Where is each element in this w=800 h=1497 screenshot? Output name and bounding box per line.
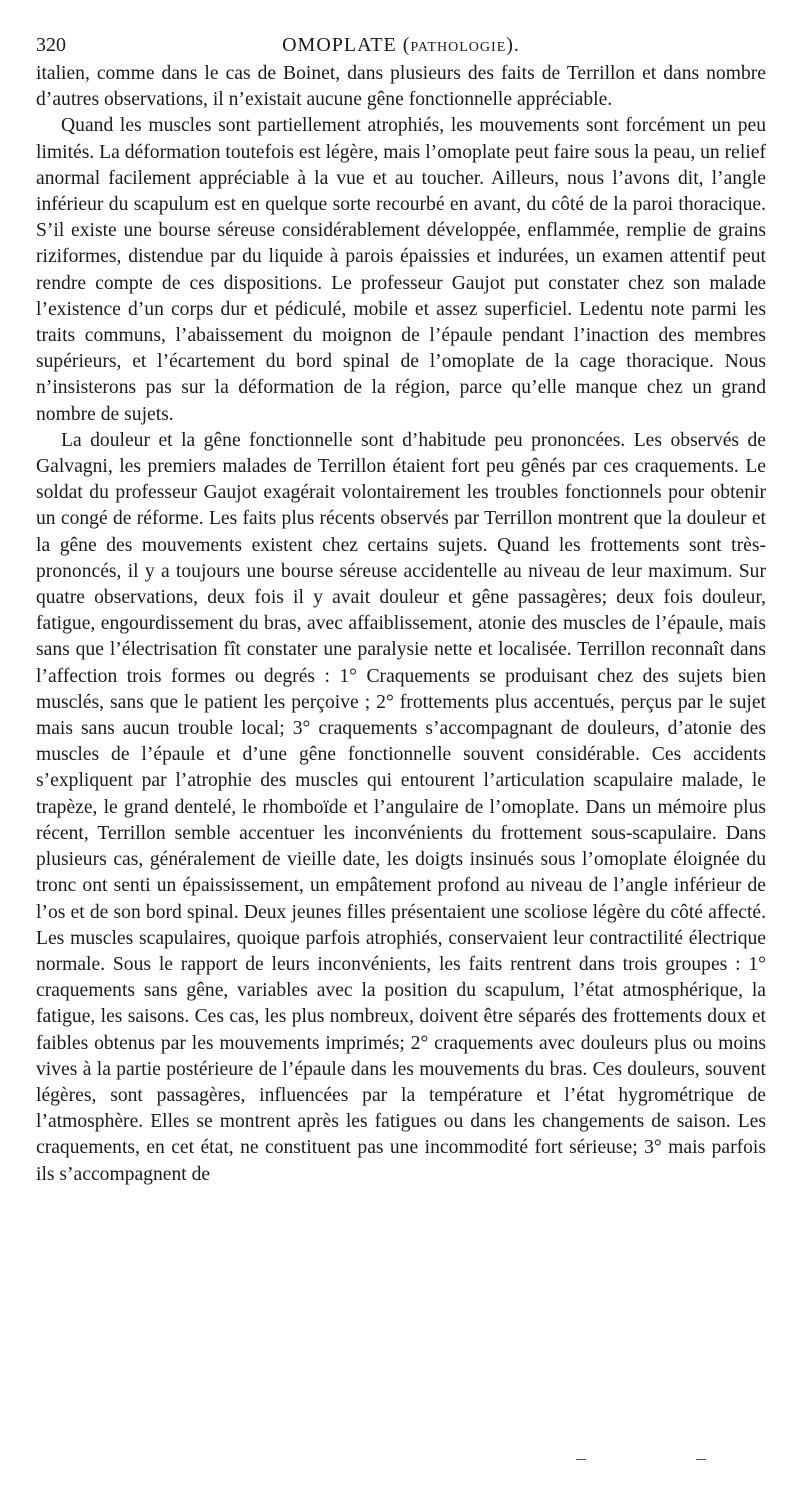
body-text	[36, 61, 766, 1188]
running-header	[36, 28, 766, 62]
print-marks	[576, 1452, 706, 1466]
print-mark	[576, 1459, 586, 1460]
chapter-title: OMOPLATE	[282, 34, 397, 56]
print-mark	[696, 1459, 706, 1460]
paragraph: La douleur et la gêne fonctionnelle sont d’habitude peu prononcées. Les observés de Galvagni, les premiers malades de Terrillon étaient fort peu gênés par ces craquements. Le soldat du professeur Gaujot exagérait volontairement les troubles fonctionnels pour obtenir un congé de réforme. Les faits plus récents observés par Terrillon montrent que la douleur et la gêne des mouvements existent chez certains sujets. Quand les frottements sont très-prononcés, il y a toujours une bourse séreuse accidentelle au niveau de leur maximum. Sur quatre observations, deux fois il y avait douleur et gêne passagères; deux fois douleur, fatigue, engourdissement du bras, avec affaiblissement, atonie des muscles de l’épaule, mais sans que l’électrisation fît constater une paralysie nette et localisée. Terrillon reconnaît dans l’affection trois formes ou degrés : 1° Craquements se produisant chez des sujets bien musclés, sans que le patient les perçoive ; 2° frottements plus accentués, perçus par le sujet mais sans aucun trouble local; 3° craquements s’accompagnant de douleurs, d’atonie des muscles de l’épaule et d’une gêne fonctionnelle souvent considérable. Ces accidents s’expliquent par l’atrophie des muscles qui entourent l’articulation scapulaire malade, le trapèze, le grand dentelé, le rhomboïde et l’angulaire de l’omoplate. Dans un mémoire plus récent, Terrillon semble accentuer les inconvénients du frottement sous-scapulaire. Dans plusieurs cas, généralement de vieille date, les doigts insinués sous l’omoplate éloignée du tronc ont senti un épaississement, un empâtement profond au niveau de l’angle inférieur de l’os et de son bord spinal. Deux jeunes filles présentaient une scoliose légère du côté affecté. Les muscles scapulaires, quoique parfois atrophiés, conservaient leur contractilité électrique normale. Sous le rapport de leurs inconvénients, les faits rentrent dans trois groupes : 1° craquements sans gêne, variables avec la position du scapulum, l’état atmosphérique, la fatigue, les saisons. Ces cas, les plus nombreux, doivent être séparés des frottements doux et faibles obtenus par les mouvements imprimés; 2° craquements avec douleurs plus ou moins vives à la partie postérieure de l’épaule dans les mouvements du bras. Ces douleurs, souvent légères, sont passagères, influencées par la température et l’état hygrométrique de l’atmosphère. Elles se montrent après les fatigues ou dans les changements de saison. Les craquements, en cet état, ne constituent pas une incommodité fort sérieuse; 3° mais parfois ils s’accompagnent de	[36, 429, 766, 1185]
running-title	[36, 28, 766, 62]
paragraph: Quand les muscles sont partiellement atrophiés, les mouvements sont forcément un peu limités. La déformation toutefois est légère, mais l’omoplate peut faire sous la peau, un relief anormal facilement appréciable à la vue et au toucher. Ailleurs, nous l’avons dit, l’angle inférieur du scapulum est en quelque sorte recourbé en avant, du côté de la paroi thoracique. S’il existe une bourse séreuse considérablement développée, enflammée, remplie de grains riziformes, distendue par du liquide à parois épaissies et indurées, un examen attentif peut rendre compte de ces dispositions. Le professeur Gaujot put constater chez son malade l’existence d’un corps dur et pédiculé, mobile et assez superficiel. Ledentu note parmi les traits communs, l’abaissement du moignon de l’épaule pendant l’inaction des membres supérieurs, et l’écartement du bord spinal de l’omoplate de la cage thoracique. Nous n’insisterons pas sur la déformation de la région, parce qu’elle manque chez un grand nombre de sujets.	[36, 115, 766, 425]
section-title: (pathologie).	[402, 34, 520, 56]
paragraph-continued: italien, comme dans le cas de Boinet, dans plusieurs des faits de Terrillon et dans nombre d’autres observations, il n’existait aucune gêne fonctionnelle appréciable.	[36, 63, 766, 111]
page-number: 320	[36, 34, 66, 56]
